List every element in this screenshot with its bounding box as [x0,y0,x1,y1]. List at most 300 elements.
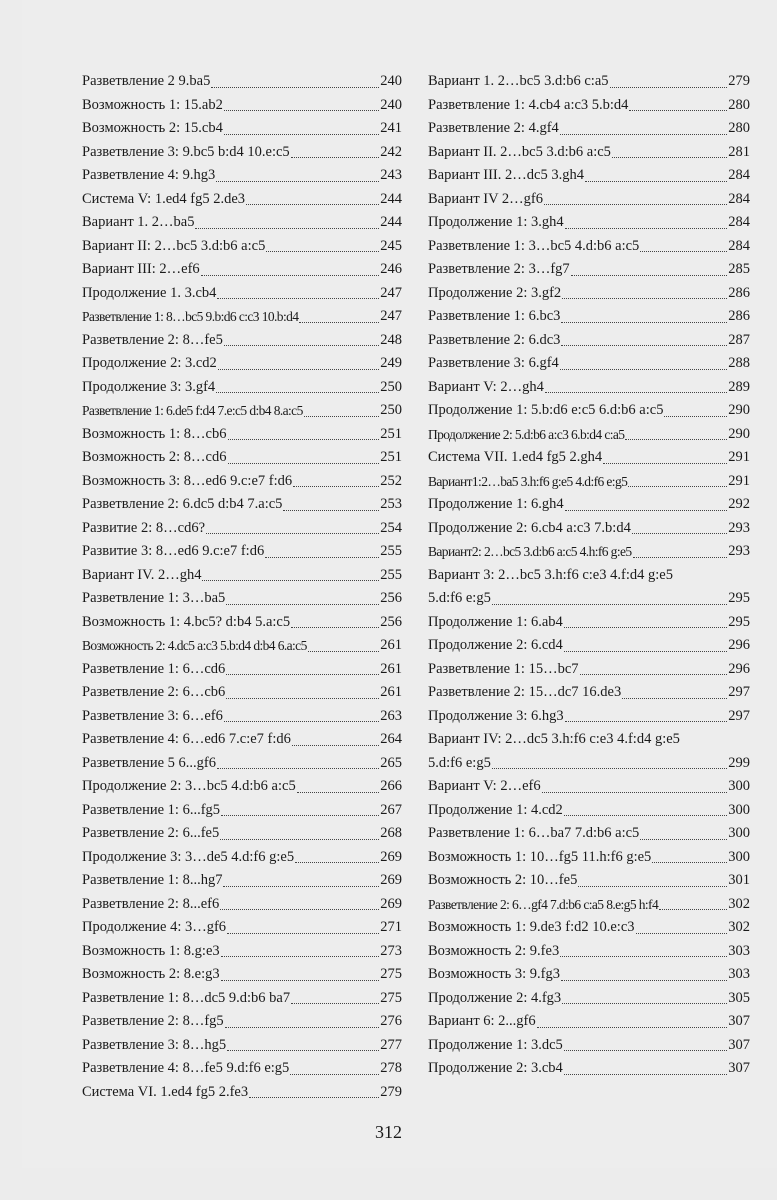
toc-entry-label: Возможность 2: 15.cb4 [82,120,223,136]
toc-entry-page: 303 [728,966,750,982]
toc-entry-page: 290 [728,402,750,418]
dot-leader [564,650,727,652]
toc-entry-page: 256 [380,590,402,606]
toc-entry-label: Развитие 3: 8…ed6 9.c:e7 f:d6 [82,543,265,559]
toc-entry [428,329,750,353]
toc-entry-label: Продолжение 2: 5.d:b6 a:c3 6.b:d4 c:a5 [428,426,625,442]
toc-entry-page: 277 [380,1036,402,1053]
toc-entry-page: 303 [728,942,750,959]
toc-entry-page: 284 [728,237,750,254]
dot-leader [308,650,380,652]
toc-entry-page: 269 [380,872,402,888]
dot-leader [220,908,379,910]
toc-entry-label: Разветвление 3: 8…hg5 [82,1036,227,1053]
toc-entry [428,705,750,729]
dot-leader [295,861,379,863]
toc-entry [82,963,402,987]
dot-leader [224,109,379,111]
dot-leader [224,344,379,346]
toc-entry-page: 250 [380,378,402,395]
toc-entry [82,470,402,494]
dot-leader [283,509,379,511]
toc-entry [428,916,750,940]
toc-entry-label: Продолжение 2: 4.fg3 [428,989,562,1006]
toc-entry-label: Продолжение 3: 3.gf4 [82,378,216,395]
toc-entry [428,493,750,517]
dot-leader [202,579,379,581]
toc-entry [428,258,750,282]
dot-leader [299,321,379,323]
toc-entry [82,1034,402,1058]
toc-entry-page: 300 [728,778,750,794]
dot-leader [220,838,379,840]
toc-entry-label: Продолжение 1: 6.ab4 [428,613,563,630]
dot-leader [562,1002,727,1004]
toc-entry-label: Вариант 1. 2…bc5 3.d:b6 c:a5 [428,73,609,89]
toc-entry-label: Разветвление 4: 8…fe5 9.d:f6 e:g5 [82,1060,290,1076]
toc-entry [428,282,750,306]
toc-entry-page: 240 [380,96,402,113]
dot-leader [640,250,727,252]
toc-entry [428,352,750,376]
toc-entry [428,1010,750,1034]
toc-entry [82,493,402,517]
toc-entry-page: 299 [728,754,750,771]
toc-entry [428,775,750,799]
toc-entry [82,117,402,141]
toc-entry-label: Разветвление 2: 15…dc7 16.de3 [428,684,622,700]
dot-leader [292,744,379,746]
toc-entry [428,564,750,611]
toc-entry-label: Продолжение 1: 4.cd2 [428,801,563,818]
page-number: 312 [375,1122,402,1142]
toc-entry-label: Продолжение 1: 6.gh4 [428,496,564,512]
dot-leader [224,133,379,135]
dot-leader [293,485,379,487]
dot-leader [265,556,379,558]
toc-entry [428,117,750,141]
dot-leader [565,720,728,722]
dot-leader [628,485,727,487]
toc-entry [428,681,750,705]
toc-entry-page: 290 [728,425,750,442]
toc-entry-label: Продолжение 2: 6.cb4 a:c3 7.b:d4 [428,519,631,536]
toc-entry-page: 287 [728,331,750,348]
toc-entry-label: Разветвление 2: 8…fe5 [82,331,223,348]
toc-entry [82,70,402,94]
toc-entry-page: 307 [728,1060,750,1076]
toc-entry-page: 251 [380,449,402,465]
dot-leader [561,344,727,346]
toc-entry [82,258,402,282]
toc-entry [428,634,750,658]
dot-leader [542,791,728,793]
dot-leader [224,720,379,722]
toc-entry [428,211,750,235]
toc-entry-label: Вариант II. 2…bc5 3.d:b6 a:c5 [428,143,611,160]
dot-leader [291,1002,379,1004]
toc-entry [82,211,402,235]
toc-entry-page: 264 [380,731,402,747]
dot-leader [201,274,380,276]
dot-leader [632,532,727,534]
dot-leader [227,1049,379,1051]
toc-entry [428,822,750,846]
dot-leader [585,180,727,182]
toc-entry [428,987,750,1011]
toc-entry-page: 251 [380,425,402,442]
toc-entry-label: Разветвление 2: 3…fg7 [428,261,570,277]
toc-entry [428,540,750,564]
toc-entry [428,470,750,494]
toc-entry-label: Разветвление 1: 8...hg7 [82,872,223,888]
dot-leader [652,861,727,863]
toc-entry-label: Возможность 2: 8.e:g3 [82,966,220,982]
dot-leader [226,603,379,605]
toc-entry-page: 247 [380,308,402,324]
toc-entry-page: 273 [380,942,402,959]
toc-entry-page: 268 [380,825,402,841]
toc-entry-label: Разветвление 2: 8...ef6 [82,895,220,912]
dot-leader [216,180,379,182]
toc-entry [428,728,750,775]
toc-entry-label: Разветвление 4: 9.hg3 [82,167,216,183]
toc-entry-label: Вариант II: 2…bc5 3.d:b6 a:c5 [82,237,266,254]
toc-entry [82,399,402,423]
dot-leader [659,908,727,910]
toc-entry-page: 244 [380,190,402,207]
toc-entry-page: 280 [728,96,750,113]
dot-leader [636,932,728,934]
toc-entry-page: 243 [380,167,402,183]
toc-entry-page: 296 [728,660,750,677]
toc-entry-label: Продолжение 2: 3.cb4 [428,1060,563,1076]
toc-entry-page: 279 [380,1083,402,1100]
toc-entry-label-continued: 5.d:f6 e:g5 [428,754,491,771]
dot-leader [221,979,380,981]
toc-entry [82,681,402,705]
toc-entry-page: 261 [380,637,402,653]
toc-entry-page: 305 [728,989,750,1006]
dot-leader [304,415,380,417]
toc-entry [428,305,750,329]
toc-entry [428,963,750,987]
toc-left-column [82,70,402,1104]
toc-entry-page: 246 [380,261,402,277]
toc-entry-page: 278 [380,1060,402,1076]
toc-entry-label: Разветвление 1: 4.cb4 a:c3 5.b:d4 [428,96,629,113]
toc-entry-page: 284 [728,214,750,230]
dot-leader [633,556,728,558]
dot-leader [625,438,727,440]
toc-entry-page: 301 [728,872,750,888]
dot-leader [562,297,727,299]
toc-entry [82,1010,402,1034]
toc-entry [428,94,750,118]
toc-entry [82,775,402,799]
toc-entry-page: 295 [728,613,750,630]
toc-entry-page: 297 [728,684,750,700]
toc-entry [428,846,750,870]
dot-leader [561,979,727,981]
dot-leader [266,250,379,252]
dot-leader [560,133,727,135]
toc-entry [82,282,402,306]
toc-entry-label: Разветвление 1: 8…dc5 9.d:b6 ba7 [82,989,291,1006]
toc-entry [428,446,750,470]
toc-entry [82,329,402,353]
dot-leader [228,438,380,440]
toc-entry-label: Разветвление 3: 9.bc5 b:d4 10.e:c5 [82,143,290,160]
toc-entry-label: Разветвление 2: 6.dc5 d:b4 7.a:c5 [82,496,283,512]
toc-entry-label: Продолжение 1. 3.cb4 [82,284,217,301]
dot-leader [565,227,728,229]
toc-entry-label: Продолжение 3: 3…de5 4.d:f6 g:e5 [82,848,295,865]
dot-leader [664,415,727,417]
toc-entry-page: 286 [728,284,750,301]
toc-entry-label: Продолжение 1: 3.gh4 [428,214,564,230]
dot-leader [492,603,727,605]
toc-entry-page: 242 [380,143,402,160]
dot-leader [564,814,727,816]
toc-entry-page: 255 [380,566,402,583]
toc-entry-label: Возможность 3: 8…ed6 9.c:e7 f:d6 [82,472,293,489]
toc-entry-label: Система V: 1.ed4 fg5 2.de3 [82,190,246,207]
toc-entry [82,634,402,658]
toc-entry-page: 307 [728,1013,750,1029]
toc-entry-label: Разветвление 1: 3…bc5 4.d:b6 a:c5 [428,237,640,254]
toc-entry [428,1057,750,1081]
toc-entry-page: 291 [728,449,750,465]
toc-entry-label: Разветвление 2: 6…gf4 7.d:b6 c:a5 8.e:g5 h:f4 [428,896,659,912]
dot-leader [291,156,380,158]
toc-entry-page: 263 [380,707,402,724]
toc-entry-page: 247 [380,284,402,301]
toc-entry-page: 279 [728,73,750,89]
toc-entry-page: 252 [380,472,402,489]
toc-entry-page: 285 [728,261,750,277]
toc-entry-page: 256 [380,613,402,630]
toc-entry [82,1081,402,1105]
toc-entry [82,728,402,752]
dot-leader [610,86,728,88]
toc-entry-label: Разветвление 2: 4.gf4 [428,120,559,136]
toc-entry [428,164,750,188]
toc-entry-page: 240 [380,73,402,89]
dot-leader [571,274,728,276]
toc-entry-label: Разветвление 2: 8…fg5 [82,1013,224,1029]
toc-entry [82,587,402,611]
toc-entry [82,916,402,940]
toc-entry-page: 254 [380,519,402,536]
toc-entry-label: Вариант V: 2…gh4 [428,378,544,395]
toc-entry-label: Разветвление 1: 3…ba5 [82,590,226,606]
toc-entry-label: Разветвление 4: 6…ed6 7.c:e7 f:d6 [82,731,291,747]
toc-entry [82,822,402,846]
dot-leader [217,297,379,299]
toc-entry-label: Разветвление 1: 6...fg5 [82,801,221,818]
dot-leader [640,838,727,840]
dot-leader [560,955,727,957]
toc-entry [82,987,402,1011]
toc-entry [428,70,750,94]
toc-entry-page: 291 [728,472,750,489]
toc-entry-label: Вариант III: 2…ef6 [82,261,200,277]
toc-entry-label: Разветвление 1: 8…bc5 9.b:d6 c:c3 10.b:d4 [82,309,299,324]
toc-entry-label: Разветвление 1: 15…bc7 [428,660,579,677]
toc-entry-page: 241 [380,120,402,136]
dot-leader [603,462,727,464]
toc-entry-label: Разветвление 3: 6…ef6 [82,707,223,724]
toc-entry [82,188,402,212]
toc-entry-page: 297 [728,707,750,724]
toc-entry-label: Вариант 6: 2...gf6 [428,1013,536,1029]
toc-entry-page: 248 [380,331,402,348]
toc-entry-label: Разветвление 5 6...gf6 [82,754,216,771]
toc-entry-page: 295 [728,590,750,606]
toc-entry-page: 249 [380,355,402,371]
toc-entry-label: Система VI. 1.ed4 fg5 2.fe3 [82,1083,249,1100]
toc-entry-page: 261 [380,684,402,700]
dot-leader [565,509,728,511]
toc-entry-page: 296 [728,637,750,653]
toc-entry [428,376,750,400]
dot-leader [612,156,727,158]
toc-entry-label: Вариант 1. 2…ba5 [82,214,195,230]
toc-entry [82,423,402,447]
dot-leader [221,814,379,816]
toc-entry [82,517,402,541]
toc-entry [428,399,750,423]
toc-entry [428,611,750,635]
dot-leader [249,1096,379,1098]
toc-entry-label: Вариант IV. 2…gh4 [82,566,202,583]
toc-entry-label: Вариант 3: 2…bc5 3.h:f6 c:e3 4.f:d4 g:e5 [428,566,673,583]
toc-entry [428,658,750,682]
toc-entry-page: 300 [728,801,750,818]
toc-entry-label: Разветвление 1: 6…ba7 7.d:b6 a:c5 [428,825,640,841]
toc-entry-label: Вариант V: 2…ef6 [428,778,541,794]
dot-leader [216,391,379,393]
dot-leader [226,697,379,699]
toc-entry [82,611,402,635]
toc-entry [82,940,402,964]
dot-leader [297,791,380,793]
dot-leader [492,767,727,769]
toc-entry-label: Продолжение 1: 3.dc5 [428,1036,563,1053]
toc-entry-label: Продолжение 1: 5.b:d6 e:c5 6.d:b6 a:c5 [428,402,664,418]
toc-entry-page: 269 [380,848,402,865]
toc-entry-page: 289 [728,378,750,395]
toc-entry-label: Возможность 2: 4.dc5 a:c3 5.b:d4 d:b4 6.a:c5 [82,638,307,653]
toc-entry [82,799,402,823]
toc-entry [82,893,402,917]
toc-entry [428,517,750,541]
toc-entry [428,799,750,823]
toc-entry-label: Продолжение 2: 3.cd2 [82,355,217,371]
toc-entry-page: 250 [380,402,402,418]
toc-entry-label: Возможность 1: 4.bc5? d:b4 5.a:c5 [82,613,291,630]
toc-entry-label: Разветвление 2 9.ba5 [82,73,211,89]
toc-entry-label: Продолжение 2: 6.cd4 [428,637,563,653]
toc-entry [82,164,402,188]
toc-entry-label: Возможность 1: 15.ab2 [82,96,223,113]
toc-right-column [428,70,750,1081]
toc-entry-page: 286 [728,308,750,324]
toc-entry-page: 281 [728,143,750,160]
toc-entry-label: Разветвление 1: 6…cd6 [82,660,226,677]
toc-entry-page: 300 [728,825,750,841]
dot-leader [560,368,727,370]
toc-entry-page: 261 [380,660,402,677]
toc-entry-page: 300 [728,848,750,865]
toc-entry-label: Разветвление 1: 6.bc3 [428,308,561,324]
toc-entry-label: Разветвление 2: 6...fe5 [82,825,220,841]
toc-entry-label: Разветвление 2: 6…cb6 [82,684,226,700]
toc-entry-label: Вариант2: 2…bc5 3.d:b6 a:c5 4.h:f6 g:e5 [428,544,632,559]
toc-entry-page: 307 [728,1036,750,1053]
dot-leader [564,1073,727,1075]
toc-entry-page: 245 [380,237,402,254]
toc-entry-label: Возможность 2: 10…fe5 [428,872,578,888]
toc-entry-page: 293 [728,543,750,559]
toc-entry [428,869,750,893]
toc-entry-label: Продолжение 2: 3.gf2 [428,284,562,301]
toc-entry-label: Разветвление 1: 6.de5 f:d4 7.e:c5 d:b4 8.a:c5 [82,403,303,418]
toc-entry-label: Возможность 1: 8.g:e3 [82,942,220,959]
toc-entry-label: Вариант IV 2…gf6 [428,190,544,207]
toc-entry-label: Разветвление 3: 6.gf4 [428,355,559,371]
toc-entry [82,705,402,729]
toc-entry-label: Продолжение 3: 6.hg3 [428,707,564,724]
toc-entry-page: 269 [380,895,402,912]
toc-entry-page: 266 [380,778,402,794]
toc-entry [428,893,750,917]
toc-entry [82,1057,402,1081]
toc-entry-page: 267 [380,801,402,818]
toc-entry [428,423,750,447]
dot-leader [206,532,379,534]
toc-entry-label: Возможность 1: 8…cb6 [82,425,227,442]
toc-entry [82,352,402,376]
toc-entry [82,846,402,870]
toc-entry [82,94,402,118]
toc-entry-page: 265 [380,754,402,771]
toc-entry-page: 253 [380,496,402,512]
toc-entry [428,940,750,964]
dot-leader [246,203,379,205]
toc-entry [82,540,402,564]
dot-leader [218,368,379,370]
toc-entry-label: Возможность 1: 10…fg5 11.h:f6 g:e5 [428,848,652,865]
toc-entry-label: Возможность 1: 9.de3 f:d2 10.e:c3 [428,919,635,935]
toc-entry [82,305,402,329]
toc-entry [82,376,402,400]
dot-leader [622,697,727,699]
toc-entry-label: Вариант IV: 2…dc5 3.h:f6 c:e3 4.f:d4 g:e5 [428,731,680,747]
toc-entry-label: Развитие 2: 8…cd6? [82,519,206,536]
dot-leader [290,1073,379,1075]
toc-entry [82,752,402,776]
dot-leader [211,86,379,88]
dot-leader [545,391,727,393]
toc-entry [428,235,750,259]
dot-leader [544,203,727,205]
toc-entry [428,141,750,165]
toc-entry-page: 284 [728,190,750,207]
dot-leader [629,109,727,111]
dot-leader [195,227,379,229]
